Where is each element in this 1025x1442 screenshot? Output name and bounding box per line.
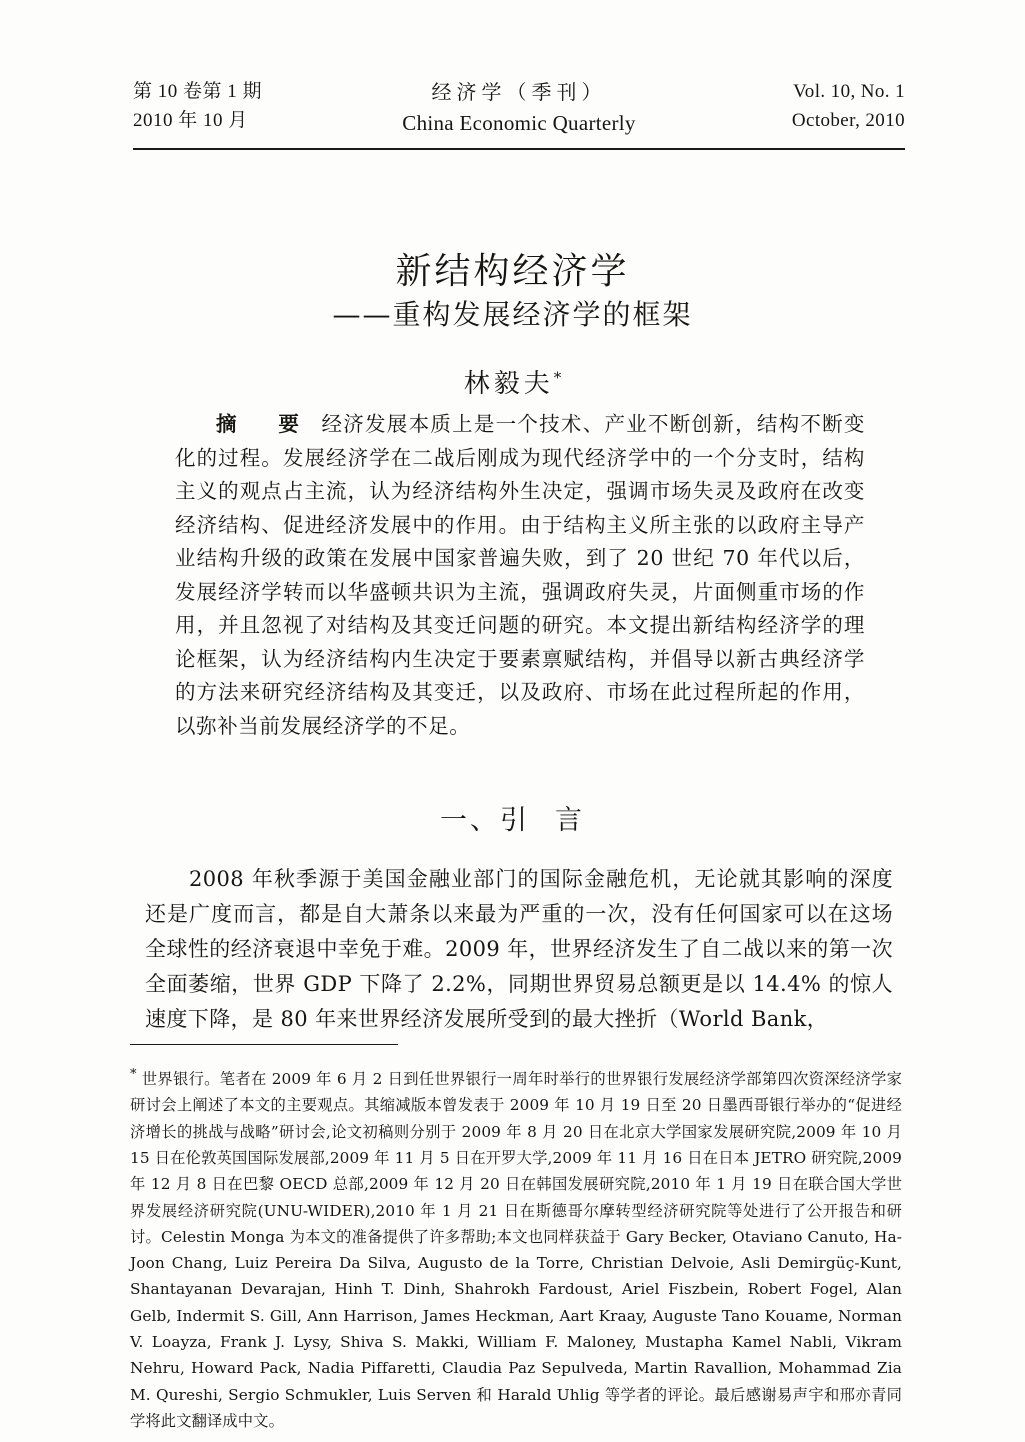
article-title: 新结构经济学	[395, 251, 630, 292]
author-label: 林毅夫	[463, 369, 554, 399]
footnote-text: 世界银行。笔者在 2009 年 6 月 2 日到任世界银行一周年时举行的世界银行发展经济学部第四次资深经济学家研讨会上阐述了本文的主要观点。其缩减版本曾发表于 2009 年 10 月 19 日至 20 日墨西哥银行举办的“促进经济增长的挑战与战略”研讨会,论文初稿则分别于 2009 年 8 月 20 日在北京大学国家发展研究院,2009 年 10 月 15 日在伦敦英国国际发展部,2009 年 11 月 5 日在开罗大学,2009 年 11 月 16 日在日本 JETRO 研究院,2009 年 12 月 8 日在巴黎 OECD 总部,2009 年 12 月 20 日在韩国发展研究院,2010 年 1 月 19 日在联合国大学世界发展经济研究院(UNU-WIDER),2010 年 1 月 21 日在斯德哥尔摩转型经济研究院等处进行了公开报告和研讨。Celestin Monga 为本文的准备提供了许多帮助;本文也同样获益于 Gary Becker, Otaviano Canuto, Ha-Joon Chang, Luiz Pereira Da Silva, Augusto de la Torre, Christian Delvoie, Asli Demirgüç-Kunt, Shantayanan Devarajan, Hinh T. Dinh, Shahrokh Fardoust, Ariel Fiszbein, Robert Fogel, Alan Gelb, Indermit S. Gill, Ann Harrison, James Heckman, Aart Kraay, Auguste Tano Kouame, Norman V. Loayza, Frank J. Lysy, Shiva S. Makki, William F. Maloney, Mustapha Kamel Nabli, Vikram Nehru, Howard Pack, Nadia Piffaretti, Claudia Paz Sepulveda, Martin Ravallion, Mohammad Zia M. Qureshi, Sergio Schmukler, Luis Serven 和 Harald Uhlig 等学者的评论。最后感谢易声宇和邢亦青同学将此文翻译成中文。	[130, 1070, 902, 1430]
issue-date-cn: 2010 年 10 月	[133, 109, 248, 131]
footnote-separator-rule	[130, 1044, 398, 1045]
footnote-marker: *	[130, 1067, 137, 1082]
author-footnote-marker: *	[553, 368, 562, 387]
masthead-center	[354, 78, 684, 140]
abstract-label: 摘 要	[216, 412, 310, 436]
article-subtitle: ——重构发展经济学的框架	[332, 298, 693, 331]
abstract-text: 经济发展本质上是一个技术、产业不断创新，结构不断变化的过程。发展经济学在二战后刚成为现代经济学中的一个分支时，结构主义的观点占主流，认为经济结构外生决定，强调市场失灵及政府在改变经济结构、促进经济发展中的作用。由于结构主义所主张的以政府主导产业结构升级的政策在发展中国家普遍失败，到了 20 世纪 70 年代以后，发展经济学转而以华盛顿共识为主流，强调政府失灵，片面侧重市场的作用，并且忽视了对结构及其变迁问题的研究。本文提出新结构经济学的理论框架，认为经济结构内生决定于要素禀赋结构，并倡导以新古典经济学的方法来研究经济结构及其变迁，以及政府、市场在此过程所起的作用，以弥补当前发展经济学的不足。	[175, 412, 865, 738]
issue-date-en: October, 2010	[791, 109, 905, 131]
section-number: 一、	[440, 805, 500, 836]
masthead-right	[690, 78, 905, 135]
abstract-block	[175, 408, 865, 743]
section-heading	[0, 798, 1025, 837]
author-name	[0, 363, 1025, 400]
masthead-divider-rule	[133, 148, 905, 150]
footnote-block	[130, 1062, 902, 1434]
journal-title-cn: 经济学（季刊）	[431, 82, 607, 104]
body-paragraph: 2008 年秋季源于美国金融业部门的国际金融危机，无论就其影响的深度还是广度而言，都是自大萧条以来最为严重的一次，没有任何国家可以在这场全球性的经济衰退中幸免于难。2009 年，世界经济发生了自二战以来的第一次全面萎缩，世界 GDP 下降了 2.2%，同期世界贸易总额更是以 14.4% 的惊人速度下降，是 80 年来世界经济发展所受到的最大挫折（World Bank，	[145, 867, 893, 1031]
journal-title-en: China Economic Quarterly	[402, 111, 636, 135]
masthead	[133, 78, 905, 140]
volume-issue-en: Vol. 10, No. 1	[793, 81, 905, 102]
masthead-left	[133, 78, 348, 135]
volume-issue-cn: 第 10 卷第 1 期	[133, 81, 263, 102]
section-title-part2: 言	[555, 805, 585, 836]
section-title-part1: 引	[500, 805, 555, 836]
